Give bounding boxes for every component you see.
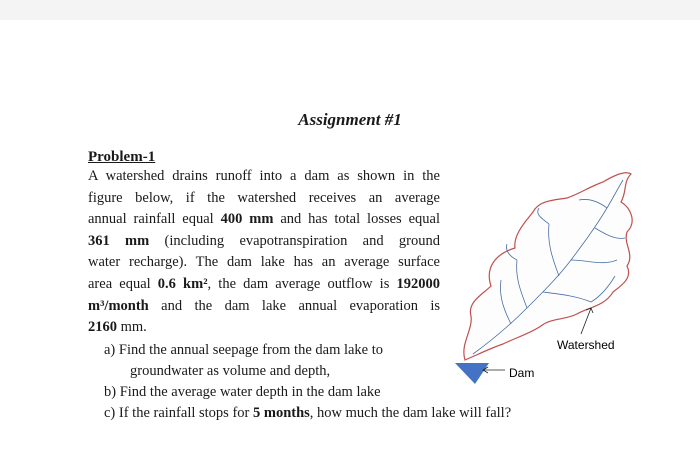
statement-line: figure below, if the watershed receives an average [88, 189, 440, 206]
statement-line: m³/month and the dam lake annual evaporation is [88, 297, 440, 314]
statement-line: area equal 0.6 km², the dam average outflow is 192000 [88, 275, 440, 292]
statement-line: annual rainfall equal 400 mm and has total losses equal [88, 211, 440, 228]
problem-heading: Problem-1 [88, 149, 156, 165]
question-b: b) Find the average water depth in the dam lake [104, 384, 381, 400]
dam-triangle [455, 363, 489, 384]
dam-label: Dam [509, 366, 535, 380]
question-c: c) If the rainfall stops for 5 months, how much the dam lake will fall? [104, 405, 512, 421]
question-a-line2: groundwater as volume and depth, [130, 363, 331, 379]
statement-line: 361 mm (including evapotranspiration and ground [88, 232, 440, 249]
watershed-boundary [464, 173, 632, 360]
statement-line: A watershed drains runoff into a dam as shown in the [88, 168, 440, 184]
watershed-figure [455, 168, 655, 388]
question-a [104, 340, 383, 382]
statement-line: water recharge). The dam lake has an average surface [88, 254, 440, 271]
statement-line: 2160 mm. [88, 319, 147, 336]
assignment-title: Assignment #1 [298, 110, 402, 129]
question-a-line1: a) Find the annual seepage from the dam lake to [104, 342, 384, 358]
problem-statement [88, 166, 440, 339]
watershed-label: Watershed [557, 338, 615, 352]
